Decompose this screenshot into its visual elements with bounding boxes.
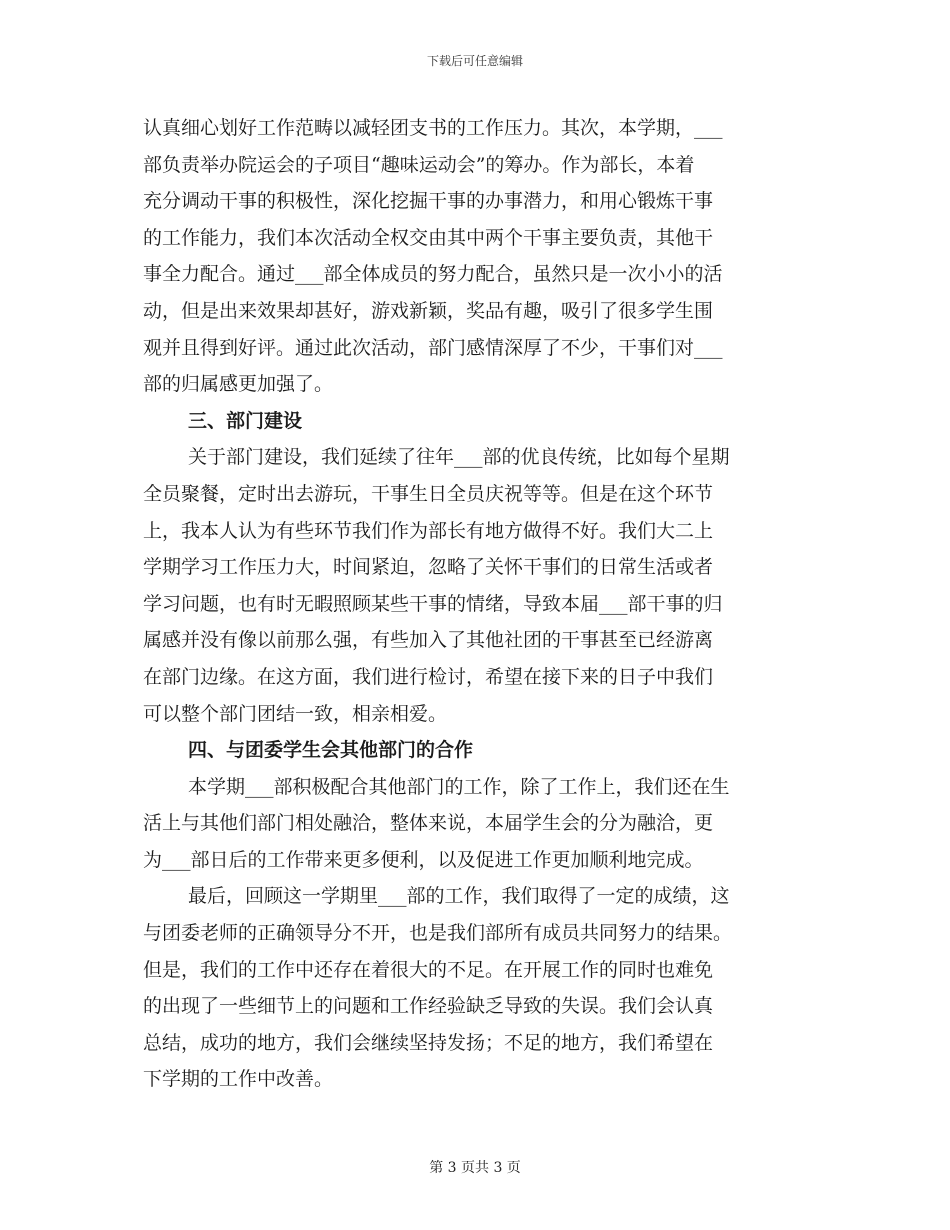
text-line: 观并且得到好评。通过此次活动，部门感情深厚了不少，干事们对___ [143, 336, 723, 359]
text-line: 认真细心划好工作范畴以减轻团支书的工作压力。其次，本学期，___ [143, 117, 723, 139]
text-line: 在部门边缘。在这方面，我们进行检讨，希望在接下来的日子中我们 [143, 665, 714, 688]
document-body [143, 110, 811, 1098]
section-heading: 三、部门建设 [188, 409, 303, 432]
text-line: 的工作能力，我们本次活动全权交由其中两个干事主要负责，其他干 [143, 226, 714, 249]
text-line: 最后，回顾这一学期里___部的工作，我们取得了一定的成绩，这 [188, 885, 730, 908]
text-line: 下学期的工作中改善。 [143, 1068, 334, 1091]
text-line: 部负责举办院运会的子项目“趣味运动会”的筹办。作为部长，本着 [143, 153, 695, 176]
text-line: 事全力配合。通过___部全体成员的努力配合，虽然只是一次小小的活 [143, 263, 723, 286]
text-line: 本学期___部积极配合其他部门的工作，除了工作上，我们还在生 [188, 775, 730, 798]
text-line: 充分调动干事的积极性，深化挖掘干事的办事潜力，和用心锻炼干事 [143, 190, 714, 213]
text-line: 总结，成功的地方，我们会继续坚持发扬；不足的地方，我们希望在 [143, 1031, 714, 1054]
page-footer: 第 3 页共 3 页 [429, 1160, 521, 1176]
text-line: 上，我本人认为有些环节我们作为部长有地方做得不好。我们大二上 [143, 519, 714, 542]
text-line: 属感并没有像以前那么强，有些加入了其他社团的干事甚至已经游离 [143, 629, 714, 652]
text-line: 活上与其他们部门相处融洽，整体来说，本届学生会的分为融洽，更 [143, 812, 714, 835]
text-line: 的出现了一些细节上的问题和工作经验缺乏导致的失误。我们会认真 [143, 995, 714, 1018]
text-line: 关于部门建设，我们延续了往年___部的优良传统，比如每个星期 [188, 446, 730, 469]
text-line: 可以整个部门团结一致，相亲相爱。 [143, 702, 448, 725]
text-line: 学习问题，也有时无暇照顾某些干事的情绪，导致本届___部干事的归 [143, 592, 723, 615]
text-line: 与团委老师的正确领导分不开，也是我们部所有成员共同努力的结果。 [143, 922, 733, 945]
text-line: 动，但是出来效果却甚好，游戏新颖，奖品有趣，吸引了很多学生围 [143, 299, 714, 322]
text-line: 为___部日后的工作带来更多便利，以及促进工作更加顺利地完成。 [143, 848, 704, 871]
section-heading: 四、与团委学生会其他部门的合作 [188, 739, 474, 762]
text-line: 部的归属感更加强了。 [143, 373, 334, 396]
text-line: 学期学习工作压力大，时间紧迫，忽略了关怀干事们的日常生活或者 [143, 556, 714, 579]
text-line: 但是，我们的工作中还存在着很大的不足。在开展工作的同时也难免 [143, 958, 714, 981]
text-line: 全员聚餐，定时出去游玩，干事生日全员庆祝等等。但是在这个环节 [143, 482, 714, 505]
page-header: 下载后可任意编辑 [426, 54, 523, 68]
